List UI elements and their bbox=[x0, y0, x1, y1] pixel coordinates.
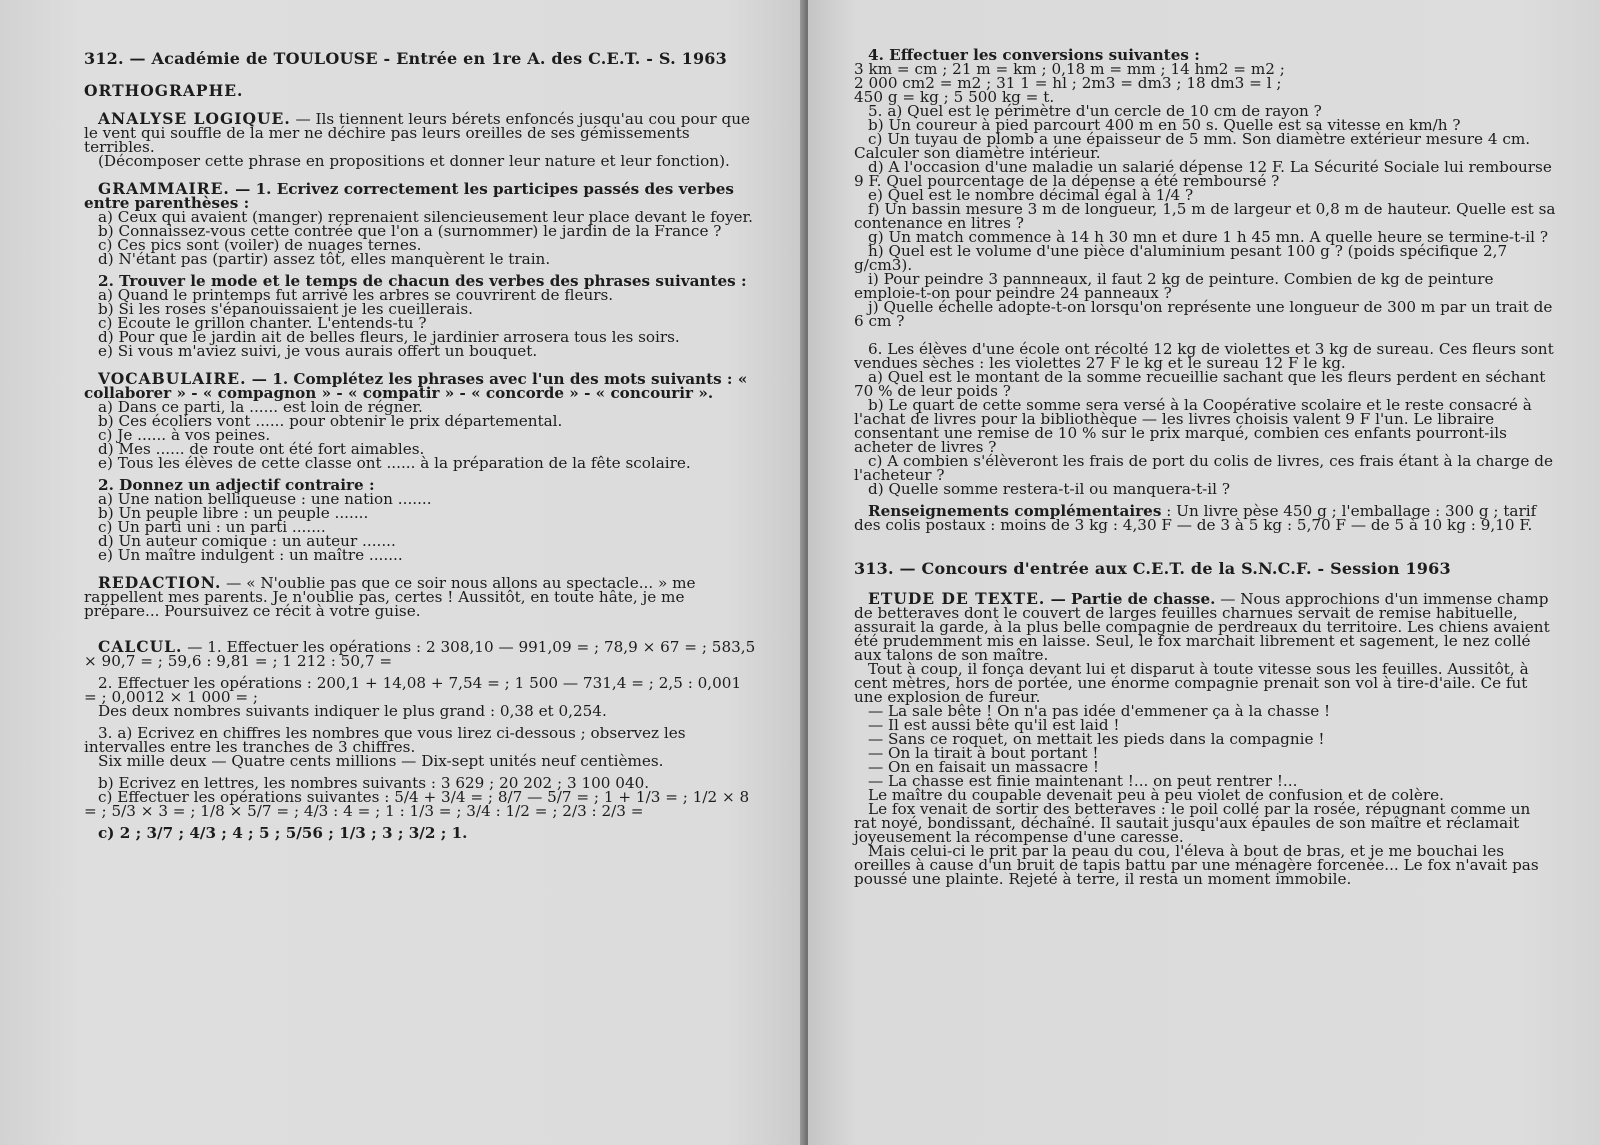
grammaire-q1-item: d) N'étant pas (partir) assez tôt, elles manquèrent le train. bbox=[98, 250, 551, 268]
vocab-q1: — 1. Complétez les phrases avec l'un des mots suivants : « collaborer » - « compagnon » - « compatir » - « concorde » - « concourir ». bbox=[84, 370, 748, 402]
q6-item: d) Quelle somme restera-t-il ou manquera-t-il ? bbox=[868, 480, 1230, 498]
calcul-q3b: b) Ecrivez en lettres, les nombres suivants : 3 629 ; 20 202 ; 3 100 040. bbox=[98, 774, 650, 792]
etude-head: ETUDE DE TEXTE. bbox=[868, 589, 1046, 608]
etude-dialog-line: — On en faisait un massacre ! bbox=[868, 758, 1100, 776]
redaction-text: — « N'oublie pas que ce soir nous allons au spectacle... » me rappellent mes parents. Je n'oublie pas, certes ! Aussitôt, en toute hâte, je me prépare... Poursuivez ce récit à votre guise. bbox=[84, 574, 696, 620]
q4-line: 2 000 cm2 = m2 ; 31 1 = hl ; 2m3 = dm3 ; 18 dm3 = l ; bbox=[854, 74, 1282, 92]
renseignements-head: Renseignements complémentaires bbox=[868, 502, 1162, 520]
grammaire-head: GRAMMAIRE. bbox=[98, 179, 230, 198]
q5-item: i) Pour peindre 3 pannneaux, il faut 2 kg de peinture. Combien de kg de peinture emploie-t-on pour peindre 24 panneaux ? bbox=[854, 270, 1494, 302]
calcul-q3c-values: c) 2 ; 3/7 ; 4/3 ; 4 ; 5 ; 5/56 ; 1/3 ; 3 ; 3/2 ; 1. bbox=[98, 824, 468, 842]
orthographe-title: ORTHOGRAPHE. bbox=[84, 81, 244, 100]
calcul-q3a-words: Six mille deux — Quatre cents millions — Dix-sept unités neuf centièmes. bbox=[98, 752, 664, 770]
running-head-left: 312. — Académie de TOULOUSE - Entrée en 1re A. des C.E.T. - S. 1963 bbox=[84, 49, 727, 68]
q5-item: d) A l'occasion d'une maladie un salarié dépense 12 F. La Sécurité Sociale lui rembourse 9 F. Quel pourcentage de la dépense a été remboursé ? bbox=[854, 158, 1552, 190]
etude-dialog-line: — Sans ce roquet, on mettait les pieds dans la compagnie ! bbox=[868, 730, 1325, 748]
etude-dialog-line: — La sale bête ! On n'a pas idée d'emmener ça à la chasse ! bbox=[868, 702, 1331, 720]
q5-item: g) Un match commence à 14 h 30 mn et dure 1 h 45 mn. A quelle heure se termine-t-il ? bbox=[868, 228, 1548, 246]
redaction-paragraph bbox=[84, 573, 758, 620]
grammaire-q1-item: c) Ces pics sont (voiler) de nuages ternes. bbox=[98, 236, 422, 254]
vocab-q2-item: c) Un parti uni : un parti ....... bbox=[98, 518, 326, 536]
q6-text: 6. Les élèves d'une école ont récolté 12 kg de violettes et 3 kg de sureau. Ces fleurs sont vendues sèches : les violettes 27 F le kg et le sureau 12 F le kg. bbox=[854, 340, 1554, 372]
vocab-q1-item: e) Tous les élèves de cette classe ont ...... à la préparation de la fête scolaire. bbox=[98, 454, 691, 472]
q5-item: f) Un bassin mesure 3 m de longueur, 1,5 m de largeur et 0,8 m de hauteur. Quelle est sa contenance en litres ? bbox=[854, 200, 1556, 232]
etude-title: — Partie de chasse. bbox=[1045, 590, 1216, 608]
q5-item: h) Quel est le volume d'une pièce d'aluminium pesant 100 g ? (poids spécifique 2,7 g/cm3). bbox=[854, 242, 1508, 274]
vocab-q2-item: b) Un peuple libre : un peuple ....... bbox=[98, 504, 369, 522]
calcul-q2b: Des deux nombres suivants indiquer le plus grand : 0,38 et 0,254. bbox=[98, 702, 607, 720]
vocab-paragraph bbox=[84, 369, 758, 402]
q5-item: c) Un tuyau de plomb a une épaisseur de 5 mm. Son diamètre extérieur mesure 4 cm. Calculer son diamètre intérieur. bbox=[854, 130, 1531, 162]
calcul-head: CALCUL. bbox=[98, 637, 183, 656]
grammaire-q2-item: a) Quand le printemps fut arrivé les arbres se couvrirent de fleurs. bbox=[98, 286, 614, 304]
calcul-q2: 2. Effectuer les opérations : 200,1 + 14,08 + 7,54 = ; 1 500 — 731,4 = ; 2,5 : 0,001 = ; 0,0012 × 1 000 = ; bbox=[84, 674, 742, 706]
q4-line: 3 km = cm ; 21 m = km ; 0,18 m = mm ; 14 hm2 = m2 ; bbox=[854, 60, 1285, 78]
redaction-head: REDACTION. bbox=[98, 573, 222, 592]
etude-paragraph bbox=[854, 589, 1556, 664]
analyse-paragraph bbox=[84, 109, 758, 156]
analyse-head: ANALYSE LOGIQUE. bbox=[98, 109, 291, 128]
renseignements-paragraph bbox=[854, 504, 1556, 532]
q4-line: 450 g = kg ; 5 500 kg = t. bbox=[854, 88, 1055, 106]
etude-dialog-line: — La chasse est finie maintenant !... on peut rentrer !... bbox=[868, 772, 1298, 790]
q5-item: j) Quelle échelle adopte-t-on lorsqu'on représente une longueur de 300 m par un trait de 6 cm ? bbox=[854, 298, 1553, 330]
vocab-q2: 2. Donnez un adjectif contraire : bbox=[98, 476, 375, 494]
vocab-q1-item: d) Mes ...... de route ont été fort aimables. bbox=[98, 440, 425, 458]
grammaire-q2: 2. Trouver le mode et le temps de chacun des verbes des phrases suivantes : bbox=[98, 272, 747, 290]
vocab-q2-item: a) Une nation belliqueuse : une nation ....... bbox=[98, 490, 432, 508]
grammaire-q2-item: d) Pour que le jardin ait de belles fleurs, le jardinier arrosera tous les soirs. bbox=[98, 328, 680, 346]
grammaire-q2-item: b) Si les roses s'épanouissaient je les cueillerais. bbox=[98, 300, 473, 318]
right-page bbox=[808, 0, 1600, 1145]
vocab-q1-item: b) Ces écoliers vont ...... pour obtenir le prix départemental. bbox=[98, 412, 563, 430]
q6-item: c) A combien s'élèveront les frais de port du colis de livres, ces frais étant à la charge de l'acheteur ? bbox=[854, 452, 1553, 484]
etude-p4: Le fox venait de sortir des betteraves : le poil collé par la rosée, répugnant comme un rat noyé, bondissant, déchaîné. Il sautait jusqu'aux épaules de son maître et réclamait joyeusement la récompense d'une caresse. bbox=[854, 800, 1531, 846]
vocab-q1-item: a) Dans ce parti, la ...... est loin de régner. bbox=[98, 398, 423, 416]
analyse-instruction: (Décomposer cette phrase en propositions et donner leur nature et leur fonction). bbox=[98, 152, 730, 170]
etude-p5: Mais celui-ci le prit par la peau du cou, l'éleva à bout de bras, et je me bouchai les oreilles à cause d'un bruit de tapis battu par une ménagère forcenée... Le fox n'avait pas poussé une plainte. Rejeté à terre, il resta un moment immobile. bbox=[854, 842, 1539, 888]
q6-item: a) Quel est le montant de la somme recueillie sachant que les fleurs perdent en séchant 70 % de leur poids ? bbox=[854, 368, 1546, 400]
grammaire-q2-item: c) Ecoute le grillon chanter. L'entends-tu ? bbox=[98, 314, 427, 332]
calcul-paragraph bbox=[84, 637, 758, 670]
q6-item: b) Le quart de cette somme sera versé à la Coopérative scolaire et le reste consacré à l'achat de livres pour la bibliothèque — les livres choisis valent 9 F l'un. Le libraire consentant une remise de 10 % sur le prix marqué, combien ces enfants pourront-ils acheter de livres ? bbox=[854, 396, 1532, 456]
grammaire-q2-item: e) Si vous m'aviez suivi, je vous aurais offert un bouquet. bbox=[98, 342, 538, 360]
q5-item: e) Quel est le nombre décimal égal à 1/4 ? bbox=[868, 186, 1194, 204]
q4-head: 4. Effectuer les conversions suivantes : bbox=[868, 46, 1200, 64]
etude-dialog-line: — Il est aussi bête qu'il est laid ! bbox=[868, 716, 1120, 734]
vocab-head: VOCABULAIRE. bbox=[98, 369, 247, 388]
calcul-q3a: 3. a) Ecrivez en chiffres les nombres que vous lirez ci-dessous ; observez les intervalles entre les tranches de 3 chiffres. bbox=[84, 724, 686, 756]
vocab-q2-item: e) Un maître indulgent : un maître ....... bbox=[98, 546, 403, 564]
analyse-text: — Ils tiennent leurs bérets enfoncés jusqu'au cou pour que le vent qui souffle de la mer ne déchire pas leurs oreilles de ses gémissements terribles. bbox=[84, 110, 750, 156]
grammaire-q1-item: b) Connaissez-vous cette contrée que l'on a (surnommer) le jardin de la France ? bbox=[98, 222, 722, 240]
grammaire-q1-item: a) Ceux qui avaient (manger) reprenaient silencieusement leur place devant le foyer. bbox=[98, 208, 753, 226]
grammaire-paragraph bbox=[84, 179, 758, 212]
q5-item: b) Un coureur à pied parcourt 400 m en 50 s. Quelle est sa vitesse en km/h ? bbox=[868, 116, 1461, 134]
etude-p1: — Nous approchions d'un immense champ de betteraves dont le couvert de larges feuilles charnues servait de remise habituelle, assurait la garde, à la plus belle compagnie de perdreaux du territoire. Les chiens avaient été prudemment mis en laisse. Seul, le fox marchait librement et sagement, le nez collé aux talons de son maître. bbox=[854, 590, 1550, 664]
grammaire-q1: — 1. Ecrivez correctement les participes passés des verbes entre parenthèses : bbox=[84, 180, 734, 212]
etude-p3: Le maître du coupable devenait peu à peu violet de confusion et de colère. bbox=[868, 786, 1444, 804]
vocab-q2-item: d) Un auteur comique : un auteur ....... bbox=[98, 532, 396, 550]
etude-p2: Tout à coup, il fonça devant lui et disparut à toute vitesse sous les feuilles. Aussitôt, à cent mètres, hors de portée, une énorme compagnie prenait son vol à tire-d'aile. Ce fut une explosion de fureur. bbox=[854, 660, 1529, 706]
section-313-title: 313. — Concours d'entrée aux C.E.T. de la S.N.C.F. - Session 1963 bbox=[854, 559, 1451, 578]
etude-dialog-line: — On la tirait à bout portant ! bbox=[868, 744, 1099, 762]
renseignements-text: : Un livre pèse 450 g ; l'emballage : 300 g ; tarif des colis postaux : moins de 3 kg : 4,30 F — de 3 à 5 kg : 5,70 F — de 5 à 10 kg : 9,10 F. bbox=[854, 502, 1537, 534]
calcul-q1: — 1. Effectuer les opérations : 2 308,10 — 991,09 = ; 78,9 × 67 = ; 583,5 × 90,7 = ; 59,6 : 9,81 = ; 1 212 : 50,7 = bbox=[84, 638, 756, 670]
calcul-q3c: c) Effectuer les opérations suivantes : 5/4 + 3/4 = ; 8/7 — 5/7 = ; 1 + 1/3 = ; 1/2 × 8 = ; 5/3 × 3 = ; 1/8 × 5/7 = ; 4/3 : 4 = ; 1 : 1/3 = ; 3/4 : 1/2 = ; 2/3 : 2/3 = bbox=[84, 788, 750, 820]
q5-item: 5. a) Quel est le périmètre d'un cercle de 10 cm de rayon ? bbox=[868, 102, 1322, 120]
vocab-q1-item: c) Je ...... à vos peines. bbox=[98, 426, 271, 444]
